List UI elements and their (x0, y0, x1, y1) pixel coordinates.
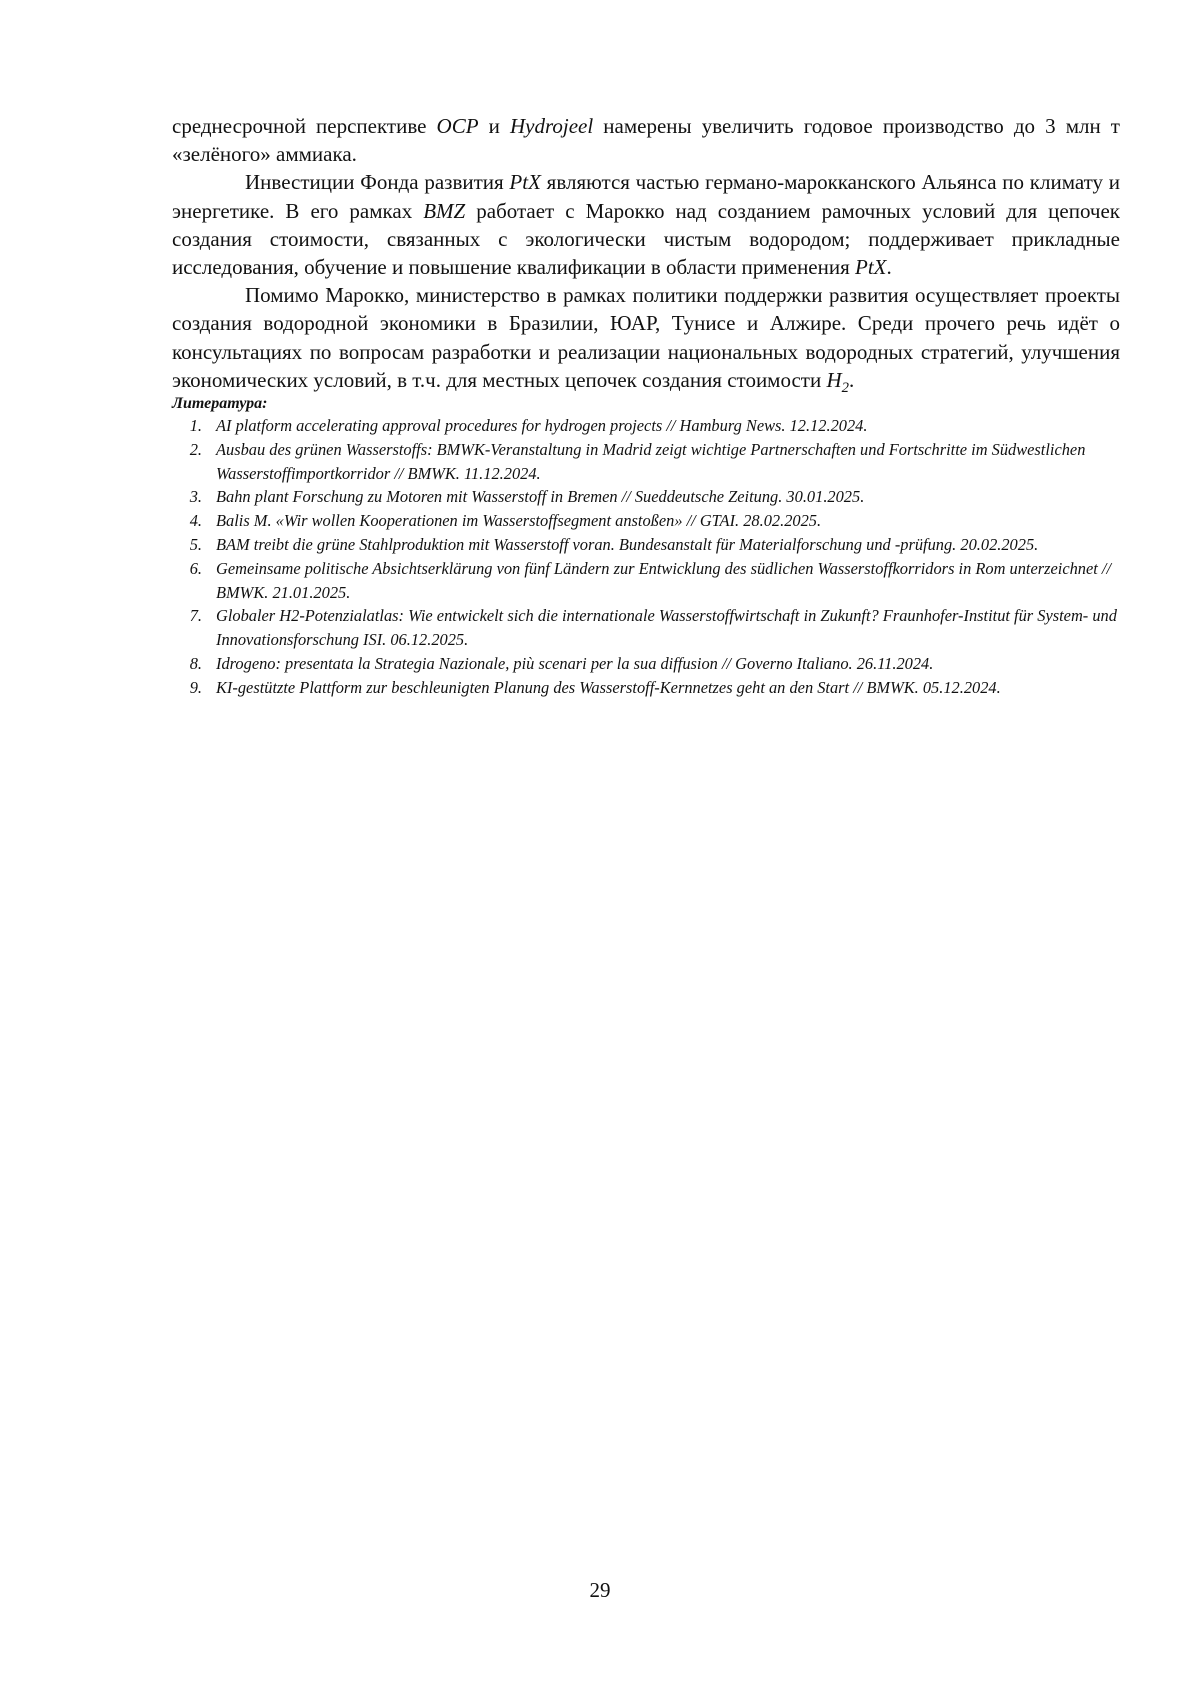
reference-text: Balis M. «Wir wollen Kooperationen im Wasserstoffsegment anstoßen» // GTAI. 28.02.2025. (216, 511, 822, 531)
reference-item (172, 676, 1120, 700)
page-content (172, 112, 1120, 700)
reference-number: 4. (189, 511, 202, 531)
text-run: намерены увеличить годовое производство до 3 млн т «зелёного» аммиака. (172, 114, 1120, 167)
italic-term-hydrojeel: Hydrojeel (509, 114, 594, 138)
text-run: среднесрочной перспективе (172, 114, 437, 138)
reference-number: 9. (189, 677, 202, 697)
reference-number: 7. (189, 606, 202, 626)
text-run: Инвестиции Фонда развития (245, 170, 510, 195)
text-run: являются частью германо-марокканского Альянса по климату и энергетике. В его рамках (172, 170, 1121, 223)
reference-text: Ausbau des grünen Wasserstoffs: BMWK-Veranstaltung in Madrid zeigt wichtige Partnerschaften und Fortschritte im Südwestlichen Wasserstoffimportkorridor // BMWK. 11.12.2024. (216, 439, 1086, 483)
formula-symbol: H (826, 367, 842, 392)
text-run: Помимо Марокко, министерство в рамках политики поддержки развития осуществляет проекты создания водородной экономики в Бразилии, ЮАР, Тунисе и Алжире. Среди прочего речь идёт о консультациях по вопросам разработки и реализации национальных водородных стратегий, улучшения экономических условий, в т.ч. для местных цепочек создания стоимости (172, 283, 1120, 392)
reference-number: 8. (189, 654, 202, 673)
italic-term-bmz: BMZ (423, 198, 466, 223)
italic-formula-h2 (826, 367, 849, 397)
reference-item (172, 604, 1120, 652)
reference-item (172, 485, 1120, 509)
reference-number: 2. (189, 439, 202, 459)
reference-list (172, 414, 1120, 700)
reference-item (172, 414, 1120, 438)
reference-text: Gemeinsame politische Absichtserklärung von fünf Ländern zur Entwicklung des südlichen Wasserstoffkorridors in Rom unterzeichnet // BMWK. 21.01.2025. (216, 558, 1112, 602)
reference-text: AI platform accelerating approval procedures for hydrogen projects // Hamburg News. 12.12.2024. (216, 416, 868, 436)
reference-item (172, 438, 1120, 486)
literature-heading: Литература: (172, 395, 268, 413)
reference-text: Bahn plant Forschung zu Motoren mit Wasserstoff in Bremen // Sueddeutsche Zeitung. 30.01.2025. (216, 487, 865, 507)
reference-number: 1. (189, 416, 202, 436)
italic-term-ptx: PtX (855, 255, 887, 280)
paragraph-3 (172, 281, 1120, 397)
reference-item (172, 509, 1120, 533)
reference-text: KI-gestützte Plattform zur beschleunigten Planung des Wasserstoff-Kernnetzes geht an den Start // BMWK. 05.12.2024. (216, 677, 1001, 697)
reference-text: BAM treibt die grüne Stahlproduktion mit Wasserstoff voran. Bundesanstalt für Materialforschung und -prüfung. 20.02.2025. (216, 535, 1039, 555)
reference-item (172, 533, 1120, 557)
italic-term-ptx: PtX (509, 170, 541, 195)
reference-text: Globaler H2-Potenzialatlas: Wie entwickelt sich die internationale Wasserstoffwirtschaft in Zukunft? Fraunhofer-Institut für System- und Innovationsforschung ISI. 06.12.2025. (216, 606, 1117, 650)
text-run: . (849, 367, 855, 392)
reference-text: Idrogeno: presentata la Strategia Nazionale, più scenari per la sua diffusion // Governo Italiano. 26.11.2024. (216, 654, 934, 673)
text-run: и (478, 114, 510, 138)
text-run: . (886, 255, 892, 280)
italic-term-ocp: OCP (436, 114, 479, 138)
page-number: 29 (589, 1578, 611, 1602)
reference-item (172, 557, 1120, 605)
text-run: работает с Марокко над созданием рамочных условий для цепочек создания стоимости, связанных с экологически чистым водородом; поддерживает прикладные исследования, обучение и повышение квалификации в области применения (172, 198, 1120, 280)
reference-number: 5. (189, 535, 202, 555)
reference-number: 6. (189, 558, 202, 578)
reference-number: 3. (189, 487, 202, 507)
reference-item (172, 652, 1120, 676)
paragraph-2 (172, 168, 1120, 281)
formula-subscript: 2 (841, 380, 849, 397)
paragraph-1 (172, 112, 1120, 168)
